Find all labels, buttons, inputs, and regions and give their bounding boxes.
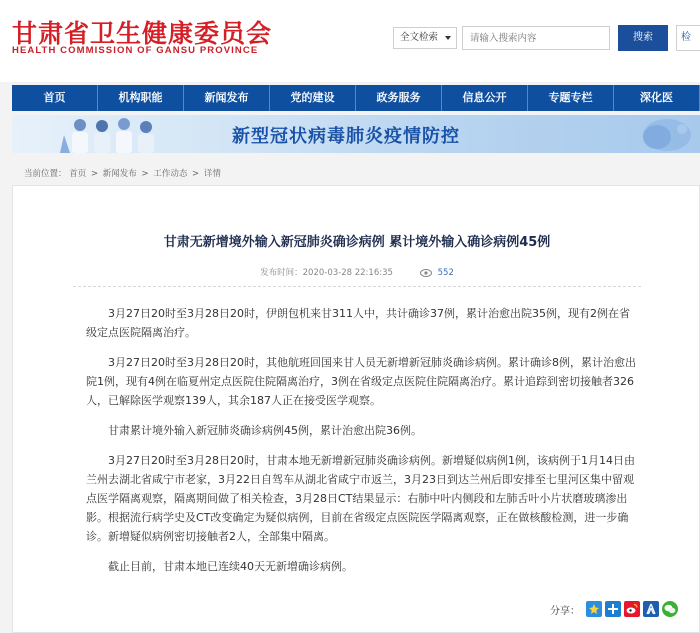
article-paragraph: 甘肃累计境外输入新冠肺炎确诊病例45例，累计治愈出院36例。 <box>108 424 422 437</box>
share-bar <box>550 601 678 617</box>
advanced-search-button[interactable]: 检 <box>676 25 700 51</box>
article-paragraph: 3月27日20时至3月28日20时，伊朗包机来甘311人中，共计确诊37例，累计治愈出院35例，现有2例在省级定点医院隔离治疗。 <box>86 307 630 339</box>
chevron-down-icon <box>445 36 451 40</box>
view-count: 552 <box>437 268 454 278</box>
nav-item-news[interactable]: 新闻发布 <box>184 85 270 111</box>
title-divider <box>73 286 641 287</box>
breadcrumb-separator: > <box>90 169 101 179</box>
search-input[interactable] <box>462 26 610 50</box>
breadcrumb-label: 当前位置： <box>24 169 67 179</box>
published-label: 发布时间： <box>260 268 303 278</box>
breadcrumb-item-detail: 详情 <box>203 169 221 179</box>
published-time: 2020-03-28 22:16:35 <box>302 268 393 278</box>
sina-weibo-icon[interactable] <box>624 601 640 617</box>
article-panel <box>12 185 700 633</box>
wechat-icon[interactable] <box>662 601 678 617</box>
breadcrumb-item-news[interactable]: 新闻发布 <box>102 169 137 179</box>
article-paragraph: 3月27日20时至3月28日20时，其他航班回国来甘人员无新增新冠肺炎确诊病例。累计确诊8例，累计治愈出院1例，现有4例在临夏州定点医院住院隔离治疗，3例在省级定点医院住院隔离治疗。累计追踪到密切接触者326人，已解除医学观察139人，其余187人正在接受医学观察。 <box>86 356 636 407</box>
search-scope-select[interactable] <box>393 27 457 49</box>
site-header <box>0 0 700 82</box>
site-logo-cn[interactable]: 甘肃省卫生健康委员会 <box>12 19 273 48</box>
nav-item-disclosure[interactable]: 信息公开 <box>442 85 528 111</box>
renren-icon[interactable] <box>643 601 659 617</box>
nav-item-services[interactable]: 政务服务 <box>356 85 442 111</box>
qzone-icon[interactable] <box>586 601 602 617</box>
article-body <box>86 304 636 587</box>
eye-icon <box>420 269 432 277</box>
breadcrumb-item-home[interactable]: 首页 <box>69 169 87 179</box>
article-title: 甘肃无新增境外输入新冠肺炎确诊病例 累计境外输入确诊病例45例 <box>163 235 551 250</box>
breadcrumb-item-work[interactable]: 工作动态 <box>153 169 188 179</box>
search-button[interactable]: 搜索 <box>618 25 668 51</box>
site-logo-en: HEALTH COMMISSION OF GANSU PROVINCE <box>12 45 259 56</box>
topic-banner[interactable] <box>12 115 700 153</box>
tencent-weibo-icon[interactable] <box>605 601 621 617</box>
banner-title: 新型冠状病毒肺炎疫情防控 <box>232 126 460 147</box>
share-label: 分享： <box>550 605 580 617</box>
article-meta <box>13 266 700 278</box>
article-paragraph: 截止目前，甘肃本地已连续40天无新增确诊病例。 <box>108 560 353 573</box>
search-scope-label: 全文检索 <box>400 32 439 43</box>
nav-item-home[interactable]: 首页 <box>12 85 98 111</box>
nav-item-organization[interactable]: 机构职能 <box>98 85 184 111</box>
breadcrumb-separator: > <box>192 169 202 179</box>
nav-item-reform[interactable]: 深化医 <box>614 85 700 111</box>
nav-item-party[interactable]: 党的建设 <box>270 85 356 111</box>
article-paragraph: 3月27日20时至3月28日20时，甘肃本地无新增新冠肺炎确诊病例。新增疑似病例1例，该病例于1月14日由兰州去湖北省咸宁市老家，3月22日自驾车从湖北省咸宁市返兰，3月23日到达兰州后即安排至七里河区集中留观点医学隔离观察，隔离期间做了相关检查，3月28日CT结果显示：右肺中叶内侧段和左肺舌叶小片状磨玻璃渗出影。根据流行病学史及CT改变确定为疑似病例，目前在省级定点医院医学隔离观察，正在做核酸检测，进一步确诊。新增疑似病例密切接触者2人，全部集中隔离。 <box>86 454 635 543</box>
doctors-illustration-icon <box>40 115 190 153</box>
virus-illustration-icon <box>612 115 700 153</box>
breadcrumb <box>24 167 221 179</box>
breadcrumb-separator: > <box>141 169 152 179</box>
main-nav <box>12 85 700 111</box>
nav-item-topics[interactable]: 专题专栏 <box>528 85 614 111</box>
